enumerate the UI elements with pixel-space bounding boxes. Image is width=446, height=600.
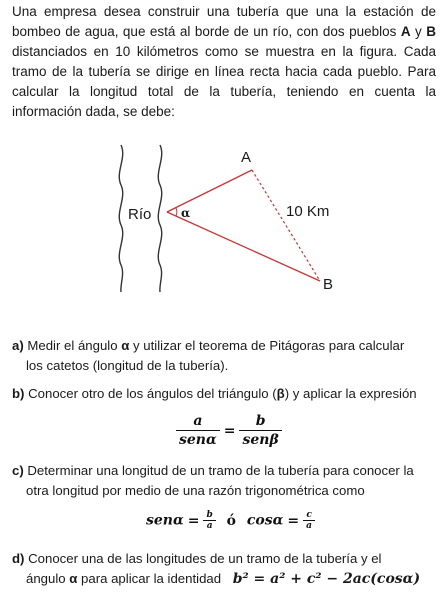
option-a-alpha: α <box>121 338 130 353</box>
option-d-text-2b: para aplicar la identidad <box>77 571 222 586</box>
sine-law-num-a: a <box>193 413 203 429</box>
sin-alpha: senα <box>146 512 184 529</box>
option-b-label: b) <box>12 386 25 401</box>
cos-den-a: a <box>303 520 315 531</box>
intro-text-2: distanciados en 10 kilómetros como se muestra en la figura. Cada tramo de la tubería se dirige en línea recta hacia cada pueblo. Para calcular la longitud total de la tubería, teniendo en cuenta la información dada, se debe: <box>12 44 436 119</box>
sine-law-right-fraction <box>239 412 281 449</box>
sin-den-a: a <box>203 520 215 531</box>
option-a-label: a) <box>12 338 24 353</box>
town-b-name: B <box>426 24 436 39</box>
alpha-arc <box>176 208 177 216</box>
cosine-law-identity: b² = a² + c² − 2ac(cosα) <box>232 571 421 587</box>
distance-ab-line <box>252 170 320 281</box>
cos-num-c: c <box>306 510 312 520</box>
sin-equals: = <box>187 512 200 529</box>
river-bank-right <box>158 145 161 292</box>
intro-text-1: Una empresa desea construir una tubería que una la estación de bombeo de agua, que está al borde de un río, con dos pueblos <box>12 4 436 39</box>
option-c[interactable] <box>12 461 438 501</box>
town-a-label: A <box>241 149 252 166</box>
sin-fraction <box>203 510 215 531</box>
option-d-alpha: α <box>69 571 78 586</box>
option-d-text-2a: ángulo <box>26 571 70 586</box>
sine-law-left-fraction <box>176 412 220 449</box>
option-a-line-2: los catetos (longitud de la tubería). <box>26 358 229 373</box>
option-d-label: d) <box>12 551 25 566</box>
option-b-beta: β <box>276 386 285 401</box>
option-a[interactable] <box>12 336 438 376</box>
pipe-to-b <box>167 212 320 281</box>
or-word: ó <box>226 512 236 529</box>
cos-equals: = <box>287 512 300 529</box>
option-b-text-1: Conocer otro de los ángulos del triángulo ( <box>28 386 277 401</box>
town-a-name: A <box>400 24 411 39</box>
option-c-label: c) <box>12 463 24 478</box>
river-label: Río <box>128 206 152 223</box>
sine-law-den-beta: senβ <box>239 430 281 449</box>
river-bank-left <box>119 145 122 292</box>
option-a-text-1: Medir el ángulo <box>27 338 122 353</box>
trig-ratio-formula <box>146 510 315 531</box>
intro-and: y <box>410 24 427 39</box>
alpha-label: α <box>181 206 191 220</box>
sin-num-b: b <box>206 510 213 520</box>
option-c-line-2: otra longitud por medio de una razón trigonométrica como <box>26 483 365 498</box>
option-b-text-2: ) y aplicar la expresión <box>284 386 417 401</box>
option-a-text-2: y utilizar el teorema de Pitágoras para calcular <box>129 338 405 353</box>
distance-label: 10 Km <box>286 203 330 220</box>
sine-law-formula <box>176 412 282 449</box>
option-d-line-1: Conocer una de las longitudes de un tramo de la tubería y el <box>28 551 382 566</box>
sine-law-num-b: b <box>255 413 266 429</box>
sine-law-equals: = <box>223 422 236 439</box>
pipe-to-a <box>167 170 252 212</box>
option-b[interactable] <box>12 384 438 404</box>
town-b-label: B <box>323 276 334 293</box>
option-d[interactable] <box>12 549 438 589</box>
cos-alpha: cosα <box>246 512 284 529</box>
sine-law-den-alpha: senα <box>176 430 220 449</box>
cos-fraction <box>303 510 315 531</box>
option-c-line-1: Determinar una longitud de un tramo de la tubería para conocer la <box>27 463 414 478</box>
option-d-line-2 <box>12 569 438 589</box>
